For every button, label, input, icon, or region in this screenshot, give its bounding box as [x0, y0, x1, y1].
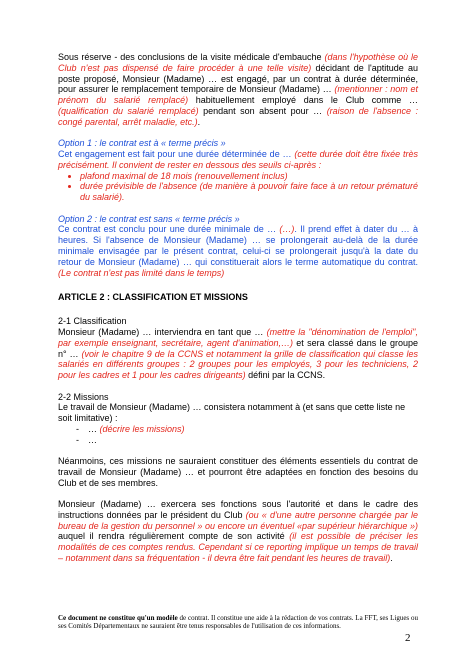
option-2-title: Option 2 : le contrat est sans « terme précis » — [58, 213, 240, 224]
option-2-text: Ce contrat est conclu pour une durée minimale de … (…). Il prend effet à dater du … à heures. Si l'absence de Monsieur (Madame) … se prolongerait au-delà de la durée minimale envisagée par le présent contrat, celui-ci se prolongerait jusqu'à la date du retour de Monsieur (Madame) … qui constituerait alors le terme automatique du contrat. (Le contrat n'est pas limité dans le temps) — [58, 224, 418, 278]
missions-list — [58, 424, 418, 446]
article-2-heading: ARTICLE 2 : CLASSIFICATION ET MISSIONS — [58, 292, 248, 303]
list-item: - … (décrire les missions) — [88, 424, 418, 435]
classification-paragraph: Monsieur (Madame) … interviendra en tant que … (mettre la "dénomination de l'emploi", par exemple enseignant, secrétaire, agent d'animation,…) et sera classé dans le groupe n° … (voir le chapitre 9 de la CCNS et notamment la grille de classification qui classe les salariés en différents groupes : 2 groupes pour les employés, 3 pour les techniciens, 2 pour les cadres et 1 pour les cadres dirigeants) défini par la CCNS. — [58, 326, 418, 381]
missions-note-paragraph: Néanmoins, ces missions ne sauraient constituer des éléments essentiels du contrat de travail de Monsieur (Madame) … et pourront être adaptées en fonction des besoins du Club et de ses membres. — [58, 456, 418, 488]
missions-title: 2-2 Missions — [58, 391, 109, 402]
list-item: - … — [88, 435, 418, 446]
intro-paragraph: Sous réserve - des conclusions de la visite médicale d'embauche (dans l'hypothèse où le Club n'est pas dispensé de faire procéder à une telle visite) décidant de l'aptitude au poste proposé, Monsieur (Madame) … est engagé, par un contrat à durée déterminée, pour assurer le remplacement temporaire de Monsieur (Madame) … (mentionner : nom et prénom du salarié remplacé) habituellement employé dans le Club comme … (qualification du salarié remplacé) pendant son absent pour … (raison de l'absence : congé parental, arrêt maladie, etc.). — [58, 52, 419, 127]
document-body — [58, 52, 418, 574]
option-2-block — [58, 214, 418, 279]
option-1-list — [58, 171, 418, 203]
list-item: • durée prévisible de l'absence (de manière à pouvoir faire face à un retour prématuré du salarié). — [80, 181, 418, 203]
option-1-block — [58, 138, 418, 203]
footer-disclaimer: Ce document ne constitue qu'un modèle de contrat. Il constitue une aide à la rédaction de vos contrats. La FFT, ses Ligues ou ses Comités Départementaux ne sauraient être tenus responsables de l'utilisation de ces informations. — [58, 614, 418, 631]
list-item: • plafond maximal de 18 mois (renouvellement inclus) — [80, 171, 418, 182]
authority-paragraph: Monsieur (Madame) … exercera ses fonctions sous l'autorité et dans le cadre des instructions données par le président du Club (ou « d'une autre personne chargée par le bureau de la gestion du personnel » ou encore un éventuel «par supérieur hiérarchique ») auquel il rendra régulièrement compte de son activité (il est possible de préciser les modalités de ces comptes rendus. Cependant si ce reporting implique un temps de travail – notamment dans sa fréquentation - il devra être fait pendant les heures de travail). — [58, 499, 418, 564]
missions-paragraph: Le travail de Monsieur (Madame) … consistera notamment à (et sans que cette liste ne soit limitative) : — [58, 402, 406, 424]
classification-title: 2-1 Classification — [58, 316, 127, 327]
option-1-title: Option 1 : le contrat est à « terme précis » — [58, 138, 226, 149]
page-number: 2 — [405, 632, 411, 644]
option-1-text: Cet engagement est fait pour une durée déterminée de … (cette durée doit être fixée très précisément. Il convient de rester en dessous des seuils ci-après : — [58, 148, 419, 170]
